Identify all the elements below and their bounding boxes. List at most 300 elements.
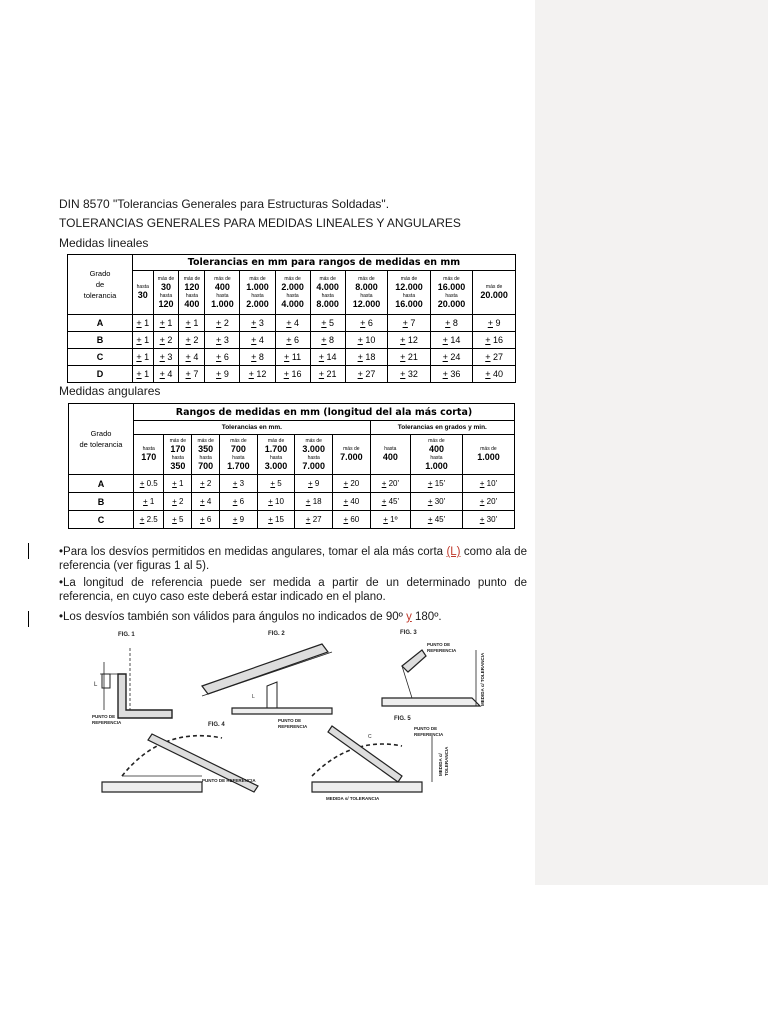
tolerance-number: 16 xyxy=(288,369,302,379)
range-from: 30 xyxy=(160,281,171,292)
plus-minus-sign: + xyxy=(445,318,451,328)
change-bar xyxy=(28,543,29,559)
table2-deg-range-0 xyxy=(370,435,410,475)
plus-minus-sign: + xyxy=(251,335,257,345)
range-to: 700 xyxy=(198,460,214,471)
tolerance-number: 3 xyxy=(256,318,264,328)
range-to: 1.700 xyxy=(227,460,250,471)
tolerance-number: 6 xyxy=(237,497,245,506)
tolerance-number: 24 xyxy=(447,352,461,362)
angular-tolerance-table xyxy=(68,403,515,529)
range-to: 400 xyxy=(382,452,398,462)
range-to: 4.000 xyxy=(281,298,304,309)
tolerance-value xyxy=(310,366,345,383)
plus-minus-sign: + xyxy=(185,352,191,362)
tolerance-number: 27 xyxy=(362,369,376,379)
range-caption: hasta xyxy=(251,292,264,299)
fig5-tolerancia: TOLERANCIA xyxy=(444,746,449,776)
table1-range-5 xyxy=(275,271,310,315)
grado-label: Grado xyxy=(89,269,111,278)
plus-minus-sign: + xyxy=(485,335,491,345)
plus-minus-sign: + xyxy=(216,335,222,345)
grado-header xyxy=(68,255,133,315)
range-caption: hasta xyxy=(402,292,416,299)
table2-mm-range-0 xyxy=(134,435,164,475)
plus-minus-sign: + xyxy=(283,369,289,379)
tolerance-value xyxy=(370,475,410,493)
tolerance-number: 12 xyxy=(253,369,267,379)
table2-row-B xyxy=(69,493,515,511)
fig5-referencia: REFERENCIA xyxy=(414,732,444,737)
tolerance-number: 20' xyxy=(484,497,498,506)
tolerance-value xyxy=(192,493,220,511)
tolerance-value xyxy=(462,493,514,511)
table1-range-1 xyxy=(153,271,179,315)
tolerance-value xyxy=(164,511,192,529)
para3-text-b: 180º. xyxy=(411,611,442,623)
tolerance-value xyxy=(205,332,240,349)
table1-title: Tolerancias en mm para rangos de medidas en mm xyxy=(133,255,516,271)
plus-minus-sign: + xyxy=(442,352,448,362)
tolerance-number: 32 xyxy=(405,369,418,379)
fig5-medida-c: MEDIDA c/ xyxy=(438,753,443,776)
plus-minus-sign: + xyxy=(172,515,177,524)
tolerance-value xyxy=(462,511,514,529)
paragraph-longitud-referencia: •La longitud de referencia puede ser medida a partir de un determinado punto de referencia, en cuyo caso este deberá estar indicado en el plano. xyxy=(59,577,527,603)
grado-header xyxy=(69,404,134,475)
table1-row-A xyxy=(68,315,516,332)
tolerance-number: 0.5 xyxy=(144,479,158,488)
tolerance-value xyxy=(411,475,463,493)
range-caption: hasta xyxy=(216,292,229,299)
tolerance-value xyxy=(473,366,516,383)
tolerance-number: 21 xyxy=(405,352,418,362)
fig2-punto: PUNTO DE xyxy=(278,718,302,723)
tolerance-value xyxy=(275,349,310,366)
table1-row-D xyxy=(68,366,516,383)
range-from: 16.000 xyxy=(437,281,466,292)
tolerance-value xyxy=(179,349,205,366)
tolerance-number: 9 xyxy=(312,479,320,488)
tolerance-number: 15 xyxy=(272,515,284,524)
range-from: 2.000 xyxy=(281,281,304,292)
document-subtitle: TOLERANCIAS GENERALES PARA MEDIDAS LINEALES Y ANGULARES xyxy=(59,216,461,230)
para3-link[interactable]: y xyxy=(406,611,412,623)
tolerance-value xyxy=(388,366,431,383)
angle-profile xyxy=(118,674,172,718)
plus-minus-sign: + xyxy=(485,352,491,362)
range-caption-mas-de: más de xyxy=(169,437,187,444)
range-caption: más de xyxy=(343,446,360,452)
tolerance-value xyxy=(275,315,310,332)
tolerance-value xyxy=(430,332,473,349)
range-caption: más de xyxy=(480,446,497,452)
plus-minus-sign: + xyxy=(343,479,349,488)
plus-minus-sign: + xyxy=(185,335,191,345)
plus-minus-sign: + xyxy=(479,497,485,506)
tolerance-number: 1 xyxy=(141,369,150,379)
range-caption-mas-de: más de xyxy=(157,275,175,282)
plus-minus-sign: + xyxy=(200,497,205,506)
tolerance-value xyxy=(134,475,164,493)
tolerance-number: 2 xyxy=(164,335,173,345)
plus-minus-sign: + xyxy=(381,479,387,488)
range-caption: hasta xyxy=(199,454,212,461)
table2-mm-range-4 xyxy=(257,435,295,475)
range-from: 12.000 xyxy=(395,281,423,292)
range-to: 3.000 xyxy=(264,460,288,471)
range-caption-mas-de: más de xyxy=(230,437,247,444)
tolerance-number: 5 xyxy=(275,479,282,488)
fig5-medida-so: MEDIDA s/ TOLERANCIA xyxy=(326,796,380,801)
range-caption-mas-de: más de xyxy=(305,437,322,444)
range-to: 1.000 xyxy=(211,298,234,309)
tolerance-number: 2 xyxy=(176,497,184,506)
tolerance-value xyxy=(205,349,240,366)
range-from: 4.000 xyxy=(316,281,339,292)
range-caption: hasta xyxy=(286,292,299,299)
tolerance-value xyxy=(310,315,345,332)
comment-pane xyxy=(535,0,768,885)
tolerance-value xyxy=(205,366,240,383)
plus-minus-sign: + xyxy=(159,369,165,379)
tolerance-number: 3 xyxy=(164,352,173,362)
grade-cell: D xyxy=(68,366,133,383)
change-bar xyxy=(28,611,29,627)
range-to: 350 xyxy=(170,460,186,471)
tolerance-number: 45' xyxy=(432,515,446,524)
tolerance-number: 1º xyxy=(387,515,398,524)
plus-minus-sign: + xyxy=(232,497,238,506)
fig3-medida: MEDIDA c/ TOLERANCIA xyxy=(480,652,485,706)
plus-minus-sign: + xyxy=(487,318,493,328)
table1-row-C xyxy=(68,349,516,366)
plus-minus-sign: + xyxy=(136,335,142,345)
tolerance-number: 8 xyxy=(326,335,335,345)
tolerance-number: 15' xyxy=(432,479,446,488)
plus-minus-sign: + xyxy=(318,352,325,362)
section-medidas-lineales: Medidas lineales xyxy=(59,236,149,250)
tolerance-number: 1 xyxy=(147,497,155,506)
grade-cell: C xyxy=(68,349,133,366)
fig4-punto-referencia: PUNTO DE REFERENCIA xyxy=(202,778,256,783)
tolerance-value xyxy=(240,315,275,332)
table2-deg-range-2 xyxy=(462,435,514,475)
tolerance-number: 12 xyxy=(405,335,418,345)
tolerance-value xyxy=(153,366,179,383)
plus-minus-sign: + xyxy=(185,369,191,379)
tolerance-number: 20' xyxy=(386,479,400,488)
tolerance-value xyxy=(473,349,516,366)
tolerance-number: 6 xyxy=(291,335,299,345)
grado-label-tolerancia: tolerancia xyxy=(83,291,117,300)
range-caption: hasta xyxy=(321,292,334,299)
fig2-referencia: REFERENCIA xyxy=(278,724,308,729)
tolerance-value xyxy=(333,511,371,529)
tolerance-number: 18 xyxy=(362,352,376,362)
plus-minus-sign: + xyxy=(159,318,165,328)
tolerance-value xyxy=(345,315,388,332)
tolerance-number: 10 xyxy=(362,335,376,345)
table1-range-2 xyxy=(179,271,205,315)
grado-label: Grado xyxy=(90,429,112,438)
table2-mm-range-1 xyxy=(164,435,192,475)
plus-minus-sign: + xyxy=(270,479,276,488)
tolerance-number: 30' xyxy=(484,515,498,524)
plus-minus-sign: + xyxy=(427,479,433,488)
tolerance-value xyxy=(179,366,205,383)
plus-minus-sign: + xyxy=(383,515,388,524)
plus-minus-sign: + xyxy=(427,497,433,506)
fig2-l-label: L xyxy=(252,694,255,700)
table2-row-C xyxy=(69,511,515,529)
plus-minus-sign: + xyxy=(172,479,177,488)
fig5-punto: PUNTO DE xyxy=(414,726,438,731)
tolerance-value xyxy=(257,493,295,511)
range-caption: hasta xyxy=(360,292,373,299)
range-from: 1.000 xyxy=(246,281,269,292)
plus-minus-sign: + xyxy=(216,369,222,379)
plus-minus-sign: + xyxy=(479,479,485,488)
plus-minus-sign: + xyxy=(143,497,148,506)
tolerance-value xyxy=(192,511,220,529)
tolerance-value xyxy=(388,315,431,332)
tolerance-value xyxy=(164,493,192,511)
tolerance-value xyxy=(388,349,431,366)
plus-minus-sign: + xyxy=(318,369,325,379)
tolerance-number: 27 xyxy=(310,515,322,524)
figure-1 xyxy=(92,632,172,725)
plus-minus-sign: + xyxy=(402,318,408,328)
table2-mm-range-2 xyxy=(192,435,220,475)
fig1-label: FIG. 1 xyxy=(118,632,135,638)
tolerance-number: 6 xyxy=(204,515,212,524)
tolerance-value xyxy=(153,315,179,332)
tolerance-number: 4 xyxy=(164,369,173,379)
plus-minus-sign: + xyxy=(268,497,273,506)
range-caption-mas-de: más de xyxy=(267,437,285,444)
grado-label-de: de xyxy=(95,280,105,289)
range-to: 7.000 xyxy=(340,452,363,462)
tolerance-value xyxy=(370,493,410,511)
fig5-c-label: C xyxy=(368,734,372,740)
table2-deg-range-1 xyxy=(411,435,463,475)
range-caption: hasta xyxy=(136,284,149,290)
range-caption: hasta xyxy=(232,454,245,461)
range-caption-mas-de: más de xyxy=(428,437,445,444)
tolerance-value xyxy=(295,475,333,493)
para1-text-a: •Para los desvíos permitidos en medidas angulares, tomar el ala más corta xyxy=(59,546,447,558)
tolerance-number: 9 xyxy=(237,515,245,524)
fig5-label: FIG. 5 xyxy=(394,716,411,722)
range-to: 400 xyxy=(184,298,200,309)
plus-minus-sign: + xyxy=(232,479,238,488)
tolerance-number: 5 xyxy=(176,515,184,524)
range-from: 170 xyxy=(170,443,186,454)
tolerance-value xyxy=(240,349,275,366)
plus-minus-sign: + xyxy=(305,497,311,506)
tolerance-value xyxy=(411,511,463,529)
tolerance-number: 14 xyxy=(447,335,461,345)
range-to: 30 xyxy=(137,290,148,300)
table2-sub-deg: Tolerancias en grados y min. xyxy=(370,421,514,435)
tolerance-number: 8 xyxy=(450,318,458,328)
range-caption-mas-de: más de xyxy=(319,275,336,282)
plus-minus-sign: + xyxy=(381,497,387,506)
figure-5 xyxy=(312,716,449,801)
tolerance-number: 36 xyxy=(447,369,461,379)
range-caption: hasta xyxy=(445,292,458,299)
paragraph-desvios xyxy=(59,610,527,624)
tolerance-value xyxy=(462,475,514,493)
para1-link[interactable]: (L) xyxy=(446,546,461,558)
fig2-label: FIG. 2 xyxy=(268,631,285,637)
plus-minus-sign: + xyxy=(159,335,165,345)
fig3-label: FIG. 3 xyxy=(400,630,417,636)
para1-text-b: como ala de referencia (ver figuras 1 al 5). xyxy=(59,546,527,572)
plus-minus-sign: + xyxy=(400,352,406,362)
tolerance-value xyxy=(164,475,192,493)
table1-range-6 xyxy=(310,271,345,315)
plus-minus-sign: + xyxy=(136,352,142,362)
range-to: 12.000 xyxy=(352,298,381,309)
tolerance-number: 8 xyxy=(256,352,264,362)
tolerance-value xyxy=(220,511,258,529)
para3-text-a: •Los desvíos también son válidos para ángulos no indicados de 90º xyxy=(59,611,407,623)
grado-label-tolerancia: de tolerancia xyxy=(79,440,123,449)
table1-row-B xyxy=(68,332,516,349)
plus-minus-sign: + xyxy=(360,318,366,328)
tolerance-value xyxy=(275,366,310,383)
tolerance-value xyxy=(133,366,154,383)
range-to: 2.000 xyxy=(246,298,269,309)
table1-range-8 xyxy=(388,271,431,315)
plus-minus-sign: + xyxy=(172,497,177,506)
table1-range-4 xyxy=(240,271,275,315)
tolerance-number: 2.5 xyxy=(144,515,158,524)
figure-2 xyxy=(202,631,332,729)
plus-minus-sign: + xyxy=(268,515,273,524)
table2-title: Rangos de medidas en mm (longitud del ala más corta) xyxy=(134,404,515,421)
table1-range-0 xyxy=(133,271,154,315)
plus-minus-sign: + xyxy=(232,515,238,524)
tolerance-value xyxy=(295,511,333,529)
tolerance-value xyxy=(295,493,333,511)
plus-minus-sign: + xyxy=(357,352,363,362)
grade-cell: B xyxy=(68,332,133,349)
figure-3 xyxy=(382,630,485,706)
tolerance-value xyxy=(240,366,275,383)
range-caption: hasta xyxy=(185,292,199,299)
range-from: 400 xyxy=(214,281,230,292)
tolerance-number: 7 xyxy=(407,318,416,328)
tolerance-value xyxy=(133,349,154,366)
tolerance-value xyxy=(153,332,179,349)
table1-range-3 xyxy=(205,271,240,315)
range-to: 8.000 xyxy=(316,298,339,309)
tolerance-value xyxy=(179,332,205,349)
plus-minus-sign: + xyxy=(139,515,145,524)
tolerance-number: 11 xyxy=(289,352,302,362)
tolerance-number: 18 xyxy=(310,497,322,506)
range-from: 3.000 xyxy=(302,443,325,454)
range-caption: hasta xyxy=(171,454,184,461)
tolerance-number: 4 xyxy=(204,497,212,506)
range-from: 120 xyxy=(184,281,200,292)
plus-minus-sign: + xyxy=(216,318,222,328)
range-caption: hasta xyxy=(159,292,173,299)
fig3-referencia: REFERENCIA xyxy=(427,648,457,653)
tolerance-value xyxy=(220,493,258,511)
table2-mm-range-6 xyxy=(333,435,371,475)
tolerance-number: 9 xyxy=(221,369,229,379)
plus-minus-sign: + xyxy=(286,335,292,345)
tolerance-number: 10' xyxy=(484,479,498,488)
tolerance-value xyxy=(153,349,179,366)
range-to: 1.000 xyxy=(425,460,448,471)
tolerance-value xyxy=(240,332,275,349)
tolerance-number: 4 xyxy=(190,352,199,362)
fig1-punto: PUNTO DE xyxy=(92,714,116,719)
plus-minus-sign: + xyxy=(139,479,145,488)
tolerance-number: 1 xyxy=(141,318,150,328)
table2-mm-range-3 xyxy=(220,435,258,475)
range-to: 120 xyxy=(158,298,174,309)
tolerance-value xyxy=(205,315,240,332)
plus-minus-sign: + xyxy=(321,335,327,345)
plus-minus-sign: + xyxy=(400,369,406,379)
range-caption-mas-de: más de xyxy=(249,275,266,282)
tolerance-value xyxy=(370,511,410,529)
tolerance-number: 1 xyxy=(164,318,173,328)
range-from: 1.700 xyxy=(264,443,288,454)
tolerance-number: 27 xyxy=(490,352,504,362)
range-caption: hasta xyxy=(307,454,320,461)
table2-mm-range-5 xyxy=(295,435,333,475)
plus-minus-sign: + xyxy=(442,369,448,379)
tolerance-number: 1 xyxy=(176,479,184,488)
range-to: 16.000 xyxy=(395,298,423,309)
table1-range-10 xyxy=(473,271,516,315)
range-caption-mas-de: más de xyxy=(284,275,301,282)
tolerance-number: 30' xyxy=(432,497,446,506)
tolerance-value xyxy=(275,332,310,349)
fig4-label: FIG. 4 xyxy=(208,722,225,728)
range-from: 700 xyxy=(230,443,246,454)
tolerance-value xyxy=(345,349,388,366)
tolerance-value xyxy=(430,315,473,332)
tolerance-number: 4 xyxy=(256,335,264,345)
tolerance-value xyxy=(310,332,345,349)
range-caption-mas-de: más de xyxy=(183,275,201,282)
plus-minus-sign: + xyxy=(159,352,165,362)
tolerance-value xyxy=(133,332,154,349)
fig1-l-label: L xyxy=(94,682,98,688)
tolerance-value xyxy=(430,349,473,366)
document-title: DIN 8570 "Tolerancias Generales para Estructuras Soldadas". xyxy=(59,197,390,211)
tolerance-value xyxy=(473,315,516,332)
range-caption-mas-de: más de xyxy=(358,275,375,282)
plus-minus-sign: + xyxy=(185,318,191,328)
tolerance-number: 40 xyxy=(348,497,360,506)
tolerance-value xyxy=(345,332,388,349)
plus-minus-sign: + xyxy=(200,515,205,524)
range-to: 20.000 xyxy=(480,290,508,300)
range-caption: hasta xyxy=(384,446,397,452)
grade-cell: A xyxy=(68,315,133,332)
tolerance-number: 21 xyxy=(324,369,337,379)
tolerance-number: 16 xyxy=(490,335,504,345)
